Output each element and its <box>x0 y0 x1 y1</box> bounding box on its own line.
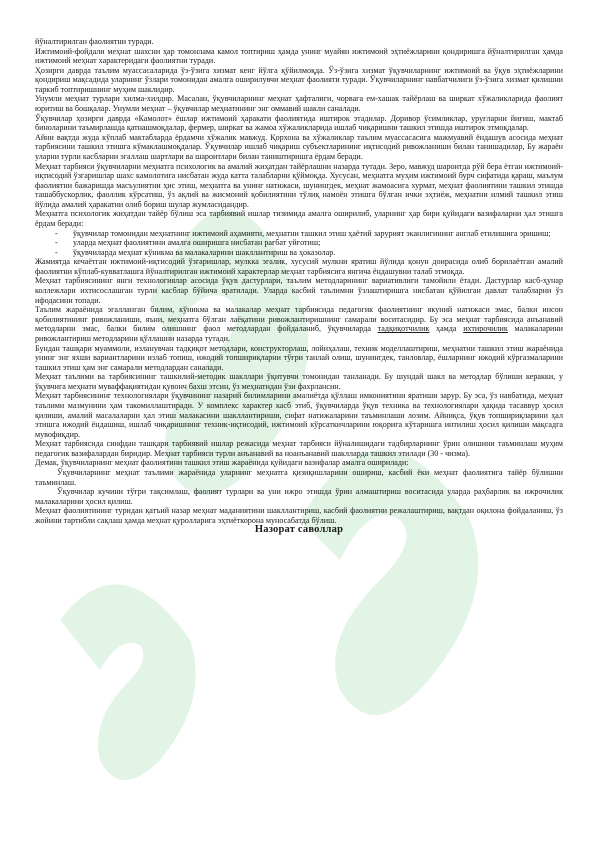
paragraph: Жамиятда кечаётган ижтимоий-иқтисодий ўзгаришлар, мулкка эгалик, хусусий мулкни яратиш йўлида қонун доирасида олиб борилаётган амалий фаолиятни кўплаб-кувватлашга йўналтирилган ижтимоий характерлар меҳнат тарбиясига янгича ёндашувни талаб этмоқда. <box>35 257 563 276</box>
underlined-term: тадқиқотчилик <box>377 324 430 334</box>
bullet-marker: - <box>55 228 58 238</box>
paragraph-text: малакаларини ривожлантириш методларини қўллашни назарда тутади. <box>35 324 564 343</box>
bullet-item <box>35 229 563 239</box>
paragraph: Меҳнатга психологик жиҳатдан тайёр бўлиш эса тарбиявий ишлар тизимида амалга оширилиб, уларнинг ҳар бири қуйидаги вазифаларни ҳал этишга ёрдам беради: <box>35 209 563 228</box>
bullet-text: ўқувчиларда меҳнат кўникма ва малакаларини шакллантириш ва ҳоказолар. <box>73 247 336 257</box>
paragraph: Ўқувчилар ҳозирги даврда «Камолот» ёшлар ижтимоий ҳаракати фаолиятида иштирок этадилар. Доривор ўсимликлар, уруғларни йиғиш, мактаб биноларини таъмирлашда қатнашмоқдалар, фермер, ширкат ва жамоа хўжаликларида ишлаб чиқаришни ташкил этишда иштирок этмоқдалар. <box>35 113 563 133</box>
paragraph: Меҳнат тарбиясининг технологиялари ўқувчининг назарий билимларини амалиётда қўллаш имкониятини яратиши зарур. Бу эса, ўз навбатида, меҳнат таълими мазмунини ҳам такомиллаштиради. У комплекс характер касб этиб, ўқувчиларда ўқув техника ва технологиялари ҳақида тасаввур ҳосил қилиши, амалий масалаларни ҳал этиш малакасини шакллантириши, сифат натижаларини таъминлаши лозим. Айниқса, ўқув топшириқларини ҳал этишга ижодий ёндашиш, ишлаб чиқаришнинг техник-иқтисодий, ижтимоий кўрсаткичларини юқорига кўтаришга интилиш ҳосил қилиши мақсадга мувофиқдир. <box>35 391 563 439</box>
paragraph: Бундан ташқари муаммоли, изланувчан тадқиқот методлари, конструкторлаш, лойиҳалаш, техник моделлаштириш, меҳнатни ташкил этиш жараёнида унинг энг яхши вариантларини излаб топиш, ижодий топшириқларни тўғри танлай олиш, шунингдек, танловлар, ёшларнинг ижодий кўргазмаларини ташкил этиш ҳам энг самарали методлардан саналади. <box>35 343 563 372</box>
paragraph: Ҳозирги даврда таълим муассасаларида ўз-ўзига хизмат кенг йўлга қўйилмоқда. Ўз-ўзига хизмат ўқувчиларнинг ижтимоий ва ўқув эҳтиёжларини қондириш мақсадида уларнинг ўзлари томонидан амалга оширилувчи меҳнат фаолияти туради. Ўқувчиларнинг навбатчилиги ўз-ўзига хизмат қилишни таркиб топтиришнинг муҳим шаклидир. <box>35 65 563 94</box>
document-body <box>35 37 563 535</box>
bullet-text: уларда меҳнат фаолиятини амалга оширишга нисбатан рағбат уйғотиш; <box>73 238 321 248</box>
paragraph <box>35 305 563 343</box>
paragraph: Ижтимоий-фойдали меҳнат шахсни ҳар томонлама камол топтириш ҳамда унинг муайян ижтимоий эҳтиёжларини қондиришга йўналтирилган ҳамда ижтимоий меҳнат характеридаги фаолиятни туради. <box>35 46 563 66</box>
paragraph-text: Таълим жараёнида эгалланган билим, кўникма ва малакалар меҳнат тарбиясида педагогик фаолиятнинг якуний натижаси эмас, балки инсон қобилиятининг ривожланиши, яъни, меҳнатга бўлган лаёқатини ривожлантиришнинг самарали воситасидир. Бу эса меҳнат тарбиясида анъанавий методларни эмас, балки билим олишнинг фаол методлардан фойдаланиб, ўқувчиларда <box>35 305 563 334</box>
paragraph-text: ҳамда <box>429 324 464 334</box>
paragraph: Меҳнат тарбияси ўқувчиларни меҳнатга психологик ва амалий жиҳатдан тайёрлашни назарда тутади. Зеро, мавжуд шароитда рўй бера ётган ижтимоий-иқтисодий ўзгаришлар шахс камолотига нисбатан жуда катта талабларни қўймоқда. Хусусан, меҳнатга муҳим ижтимоий бурч сифатида қараш, маълум фаолиятни бажаришда масъулиятни ҳис этиш, меҳнатга ва унинг натижаси, шунингдек, меҳнат жамоасига хурмат, меҳнат фаолиятини ташкил этишда ташаббускорлик, фаоллик кўрсатиш, ўз ақлий ва жисмоний қобилиятини тўлиқ намоён этишга бўлган ички эҳтиёж, меҳнатни илмий ташкил этиш йўлида амалий ҳаракатни олиб бориш шулар жумласидандир. <box>35 161 563 209</box>
paragraph: Меҳнат фаолиятининг туридан қатъий назар меҳнат маданиятини шакллантириш, касбий фаолиятни режалаштириш, вақтдан оқилона фойдаланиш, ўз жойини тартибли сақлаш ҳамда меҳнат қуролларига эҳтиёткорона муносабатда бўлиш. <box>35 506 563 525</box>
paragraph: Унумли меҳнат турлари хилма-хилдир. Масалан, ўқувчиларнинг меҳнат ҳафталиги, чорвага ем-хашак тайёрлаш ва ширкат хўжаликларида фаолият юритиш ва бошқалар. Унумли меҳнат – ўқувчилар меҳнатининг энг оммавий шакли саналади. <box>35 94 563 114</box>
paragraph: Меҳнат тарбиясида синфдан ташқари тарбиявий ишлар режасида меҳнат тарбияси йўналишидаги тадбирларнинг ўрин олишини таъминлаш муҳим педагогик вазифалардан биридир. Меҳнат тарбияси турли анъанавий ва ноанъанавий шаклларда ташкил этилади (30 - чизма). <box>35 439 563 458</box>
bullet-marker: - <box>55 238 58 248</box>
bullet-item <box>35 248 563 258</box>
paragraph: Ўқувчиларнинг меҳнат таълими жараёнида уларнинг меҳнатга қизиқишларини ошириш, касбий ёки меҳнат фаолиятига тайёр бўлишни таъминлаш. <box>35 468 563 487</box>
paragraph: Меҳнат таълими ва тарбиясининг ташкилий-методик шакллари ўқитувчи томонидан танланади. Бу шундай шакл ва методлар бўлиши керакки, у ўқувчига меҳнати муваффақиятидан қувонч бахш этсин, ўз меҳнатидан ўзи фахрлансин. <box>35 372 563 391</box>
paragraph: Айни вақтда жуда кўплаб мактабларда ёрдамчи хўжалик мавжуд. Қорхона ва хўжаликлар таълим муассасасига мажмуавий ёндашув асосида меҳнат тарбиясини ташкил этишга кўмаклашмоқдалар. Ўқувчилар ишлаб чиқариш субъектларининг иқтисодий ривожланиши билан танишадилар, Бу жараён уларни турли касбларни эгаллаш шартлари ва шароитлари билан таништиришга ёрдам беради. <box>35 132 563 161</box>
underlined-term: ихтирочилик <box>463 324 508 334</box>
paragraph: йўналтирилган фаолиятни туради. <box>35 37 154 46</box>
bullet-text: ўқувчилар томонидан меҳнатнинг ижтимоий аҳамияти, меҳнатни ташкил этиш ҳаётий зарурият эканлигининг англаб етилишига эришиш; <box>73 228 551 238</box>
bullet-item <box>35 238 563 248</box>
paragraph: Меҳнат тарбиясининг янги технологиялар асосида ўқув дастурлари, таълим методларининг вариативлиги тамойили ётади. Дастурлар касб-ҳунар коллежлари ихтисослашган турли касблар бўйича яратилади. Уларда касбий таълимни ўзлаштиришга нисбатан қўйилган давлат талабларни ўз ифодасини топади. <box>35 276 563 305</box>
paragraph: Ўқувчилар кучини тўғри тақсимлаш, фаолият турлари ва уни ижро этишда ўрин алмаштириш воситасида уларда раҳбарлик ва ижрочилик малакаларини ҳосил қилиш. <box>35 487 563 506</box>
section-heading: Назорат саволлар <box>254 524 344 536</box>
bullet-marker: - <box>55 247 58 257</box>
paragraph: Демак, ўқувчиларнинг меҳнат фаолиятини ташкил этиш жараёнида қуйидаги вазифалар амалга оширилади: <box>35 458 409 468</box>
